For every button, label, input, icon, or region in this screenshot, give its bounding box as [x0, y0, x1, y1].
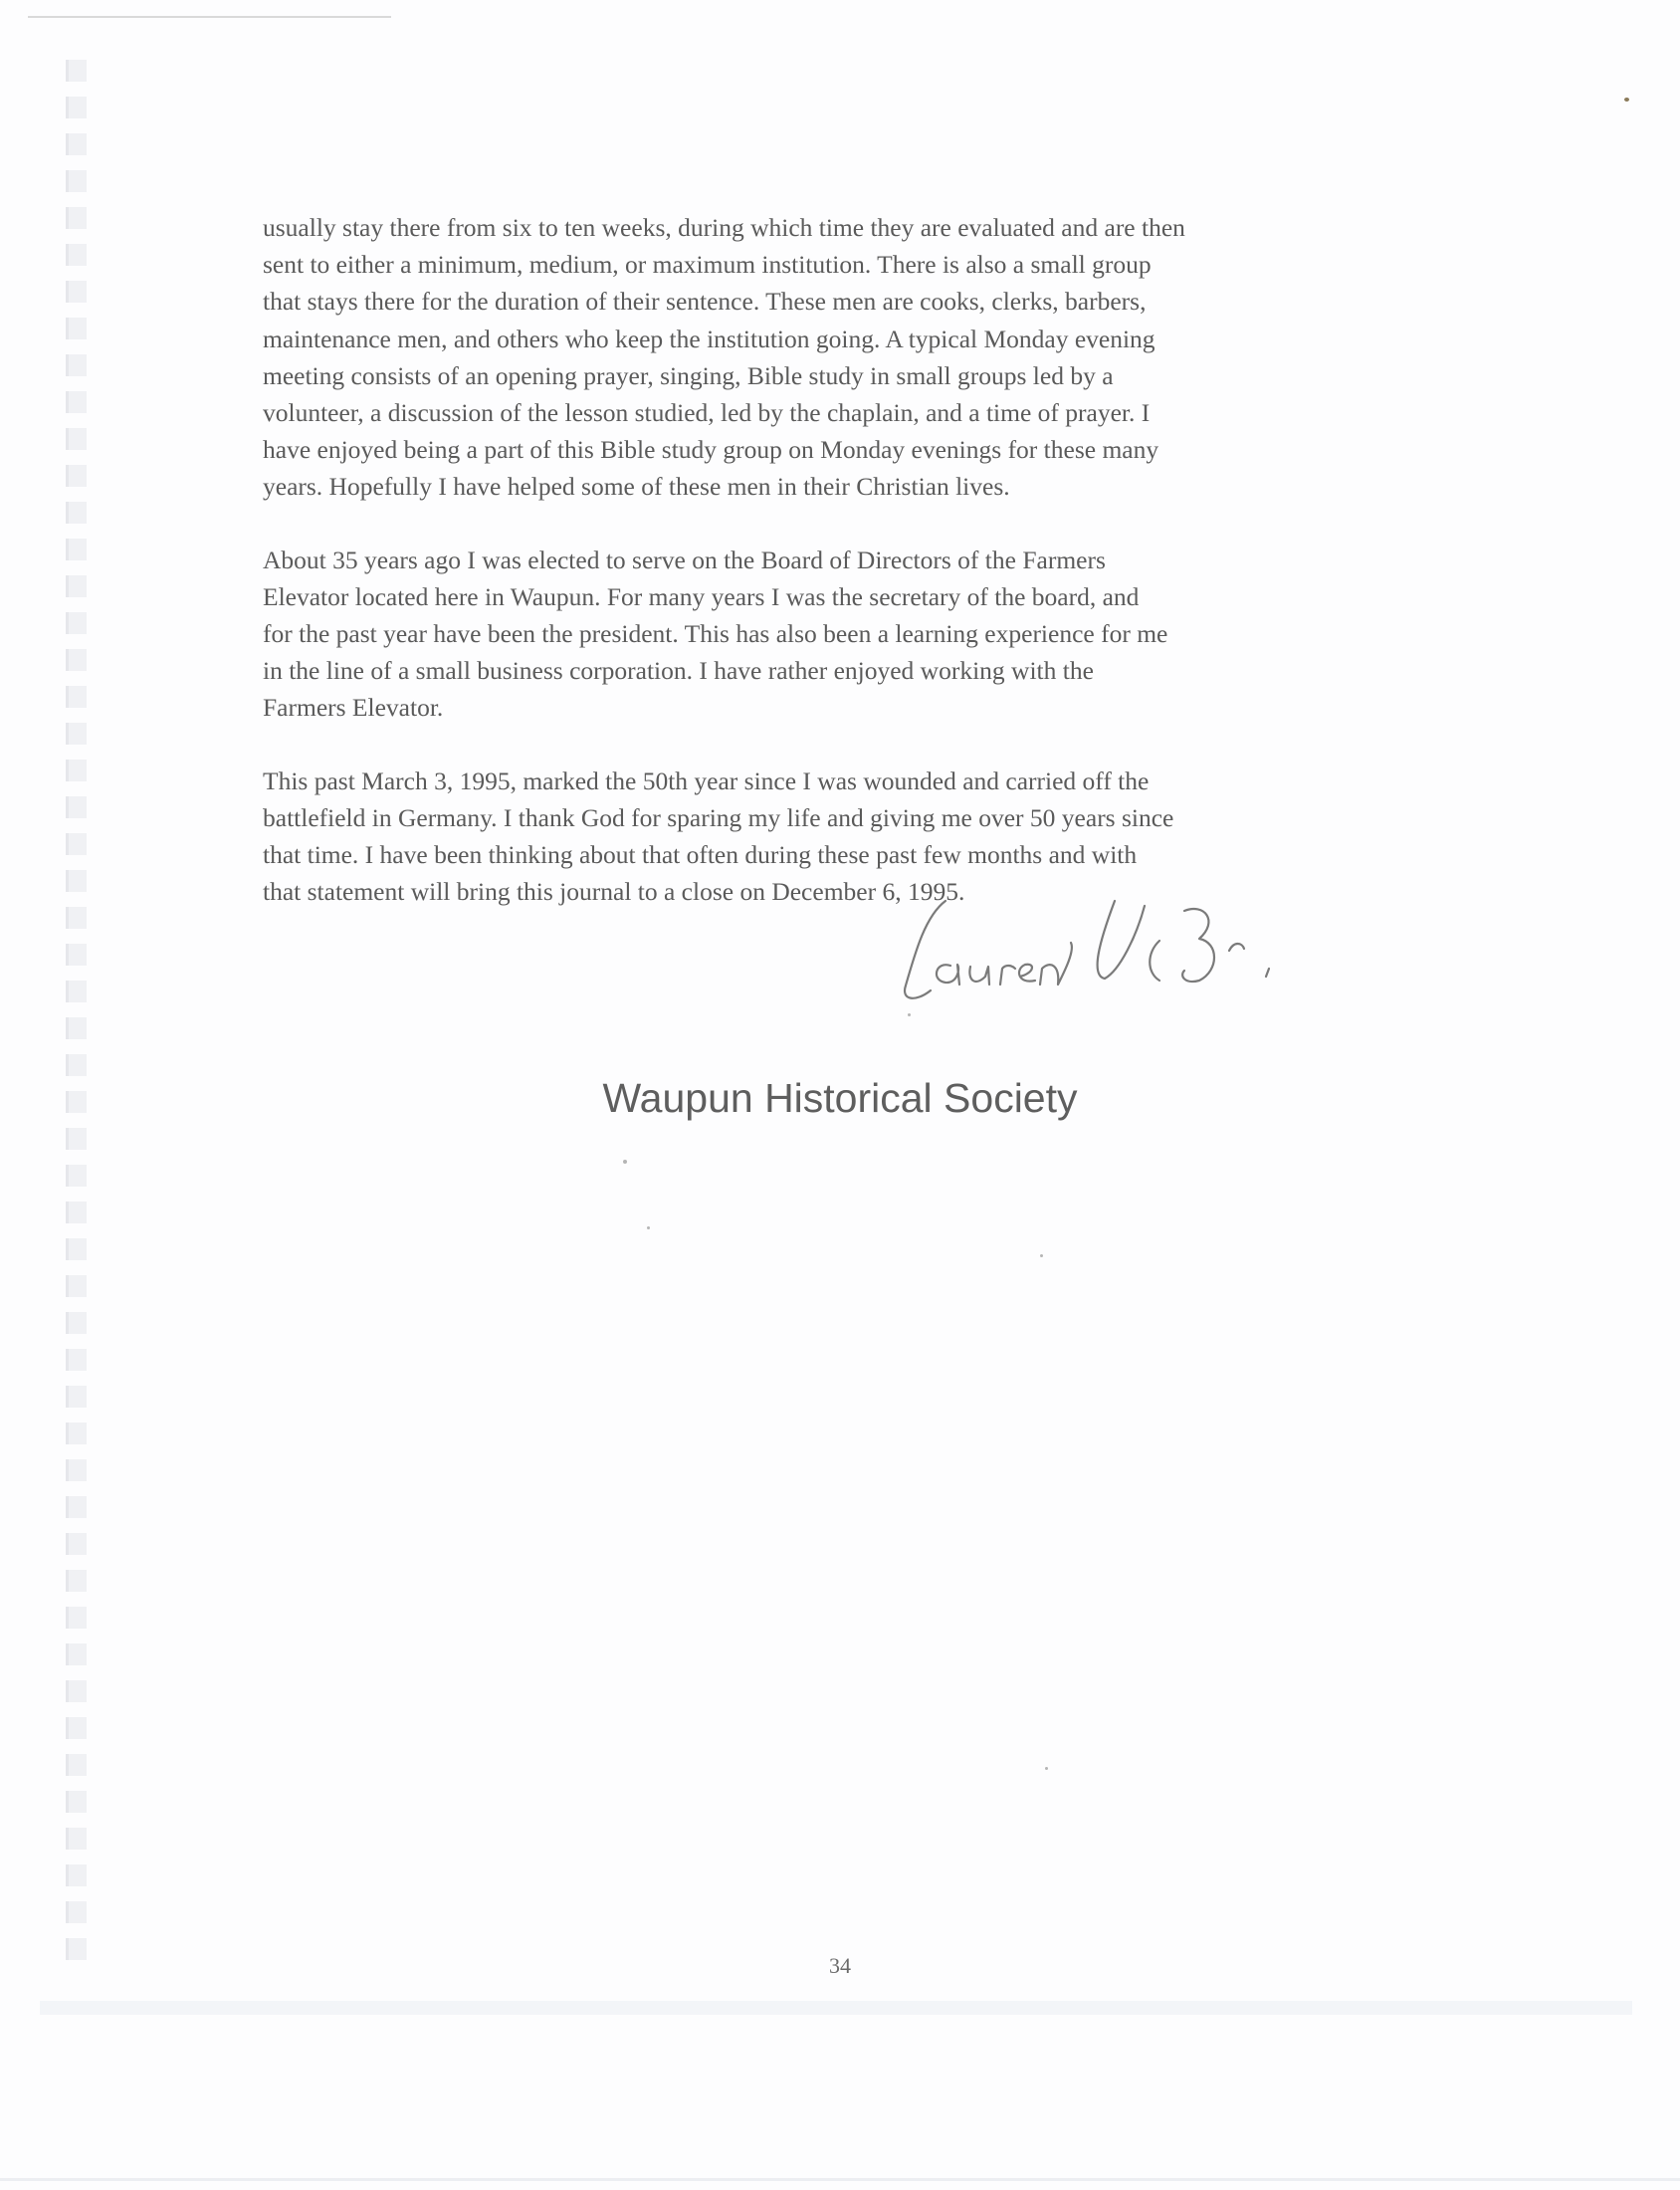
scan-shadow: [40, 2001, 1632, 2015]
text-line: that stays there for the duration of their sentence. These men are cooks, clerks, barbers,: [263, 287, 1147, 317]
signature-stroke: [1040, 943, 1072, 985]
text-line: battlefield in Germany. I thank God for sparing my life and giving me over 50 years since: [263, 802, 1174, 832]
text-line: maintenance men, and others who keep the institution going. A typical Monday evening: [263, 324, 1155, 353]
text-line: Farmers Elevator.: [263, 693, 444, 723]
signature-stroke: [1098, 901, 1145, 979]
paragraph-1: [263, 209, 1417, 506]
text-line: This past March 3, 1995, marked the 50th year since I was wounded and carried off the: [263, 766, 1150, 795]
text-line: About 35 years ago I was elected to serve on the Board of Directors of the Farmers: [263, 545, 1106, 574]
text-line: years. Hopefully I have helped some of these men in their Christian lives.: [263, 472, 1010, 502]
signature-stroke: [1266, 969, 1269, 977]
signature-stroke: [937, 965, 959, 985]
text-line: usually stay there from six to ten weeks, during which time they are evaluated and are then: [263, 213, 1185, 242]
scan-bottom-rule: [0, 2178, 1680, 2181]
text-line: in the line of a small business corporation. I have rather enjoyed working with the: [263, 656, 1094, 686]
handwritten-signature: [876, 881, 1354, 1020]
text-line: volunteer, a discussion of the lesson studied, led by the chaplain, and a time of prayer. I: [263, 398, 1151, 428]
scan-speck: [1045, 1767, 1048, 1770]
signature-stroke: [969, 967, 989, 985]
signature-stroke: [1182, 909, 1214, 982]
scan-speck: [1040, 1254, 1043, 1257]
text-line: sent to either a minimum, medium, or maximum institution. There is also a small group: [263, 250, 1152, 280]
binder-edge: [62, 60, 92, 2031]
scan-speck: [1624, 98, 1629, 102]
scan-top-rule: [28, 16, 391, 18]
scan-speck: [908, 1013, 911, 1016]
signature-stroke: [1150, 941, 1159, 981]
signature-stroke: [905, 901, 945, 998]
signature-stroke: [1229, 944, 1244, 951]
signature-stroke: [1000, 966, 1015, 985]
journal-text: [263, 209, 1417, 946]
text-line: that time. I have been thinking about that often during these past few months and with: [263, 840, 1138, 870]
text-line: Elevator located here in Waupun. For many years I was the secretary of the board, and: [263, 581, 1140, 611]
paragraph-2: [263, 542, 1417, 727]
scan-speck: [623, 1160, 627, 1164]
page-number: 34: [829, 1953, 851, 1978]
text-line: have enjoyed being a part of this Bible study group on Monday evenings for these many: [263, 435, 1159, 465]
text-line: for the past year have been the president. This has also been a learning experience for me: [263, 619, 1168, 649]
watermark-text: Waupun Historical Society: [602, 1075, 1078, 1121]
text-line: meeting consists of an opening prayer, singing, Bible study in small groups led by a: [263, 360, 1114, 390]
text-line: that statement will bring this journal to a close on December 6, 1995.: [263, 877, 965, 907]
scan-speck: [647, 1226, 650, 1229]
signature-stroke: [1019, 965, 1035, 982]
